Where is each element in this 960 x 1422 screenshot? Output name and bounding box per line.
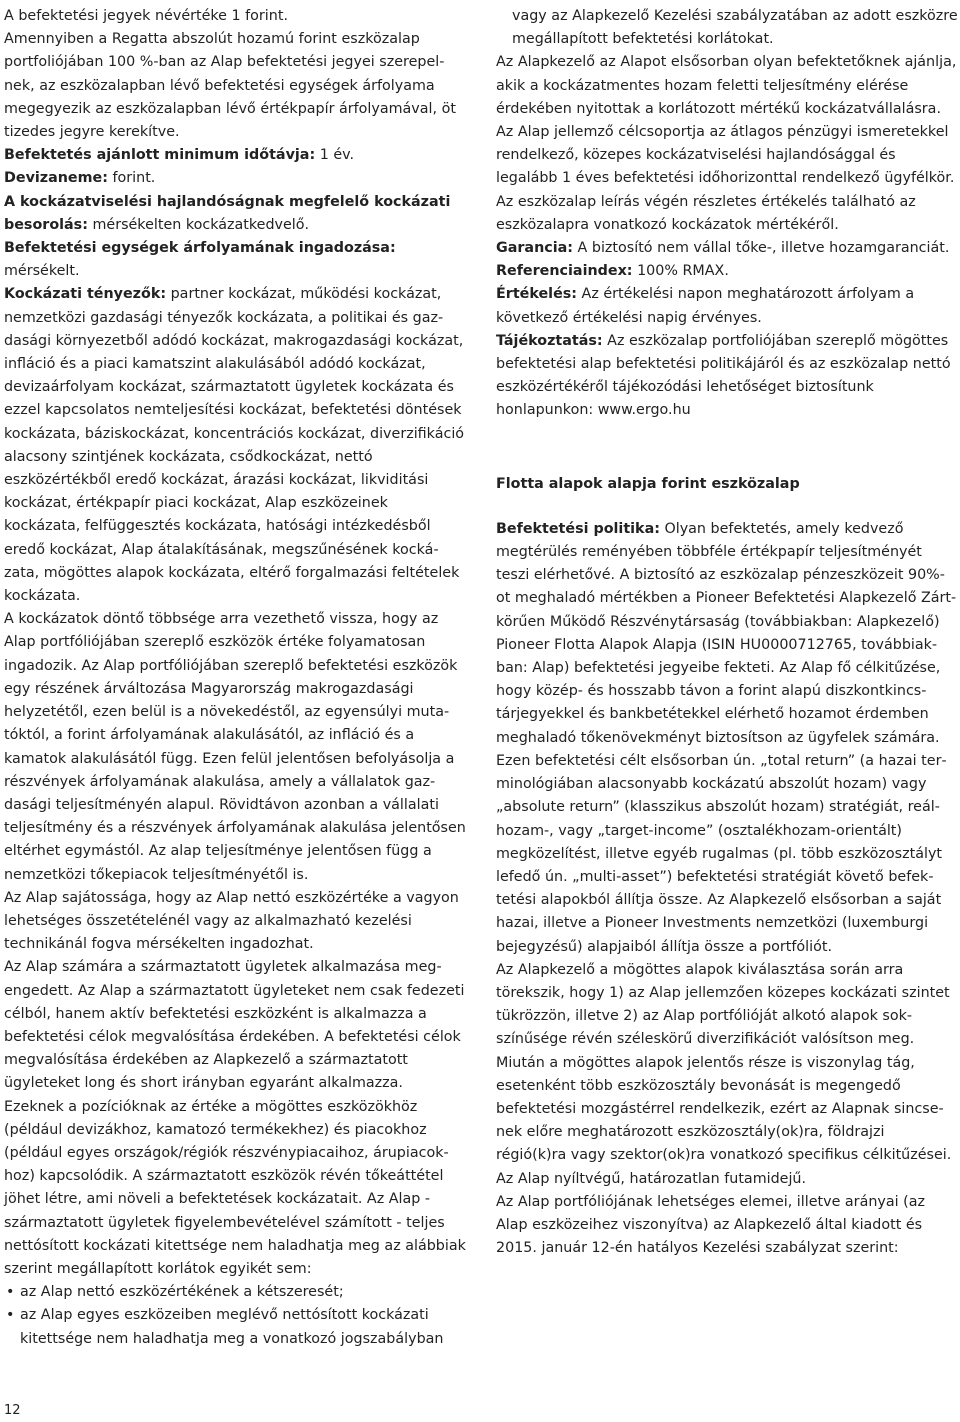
min-period-line (4, 144, 466, 167)
benchmark-line (496, 260, 958, 283)
continued-paragraph: vagy az Alapkezelő Kezelési szabályzatában az adott eszközre megállapított befektetési korlátokat. (512, 8, 958, 48)
paragraph: Az Alapkezelő az Alapot elsősorban olyan befektetőknek ajánlja, akik a kockázatmentes hozam feletti teljesítmény elérése érdekében nyitottak a korlátozott mértékű kockázatvállalásra. Az Alap jellemző célcsoportja az átlagos pénzügyi ismeretekkel rendelkező, közepes kockázatviselési hajlandósággal és legalább 1 éves befektetési időhorizonttal rendelkező ügyfélkör. (496, 54, 957, 187)
page-number: 12 (4, 1403, 21, 1418)
left-column (4, 5, 466, 1351)
paragraph: A befektetési jegyek névértéke 1 forint. (4, 8, 288, 24)
benchmark-label: Referenciaindex: (496, 263, 633, 280)
right-column (496, 5, 958, 1260)
list-item: • az Alap egyes eszközeiben meglévő nettósított kockázati kitettsége nem haladhatja meg a vonatkozó jogszabályban (4, 1304, 466, 1350)
guarantee-line (496, 237, 958, 260)
list-item: • az Alap nettó eszközértékének a kétszeresét; (4, 1281, 466, 1304)
currency-value: forint. (107, 170, 156, 187)
paragraph: Az Alap portfóliójának lehetséges elemei, illetve arányai (az Alap eszközeihez viszonyítva) az Alapkezelő által kiadott és 2015. január 12-én hatályos Kezelési szabályzat szerint: (496, 1193, 925, 1257)
volatility-label: Befektetési egységek árfolyamának ingadozása: (4, 240, 396, 257)
risk-class-line (4, 191, 466, 237)
paragraph: Az Alap sajátossága, hogy az Alap nettó eszközértéke a vagyon lehetséges összetételénél vagy az alkalmazható kezelési technikánál fogva mérsékelten ingadozhat. (4, 889, 459, 953)
policy-value: Olyan befektetés, amely kedvező megtérülés reményében többféle értékpapír teljesítményét teszi elérhetővé. A biztosító az eszközalap pénzeszközeit 90%-ot meghaladó mértékben a Pioneer Befektetési Alapkezelő Zártkörűen Működő Részvénytársaság (továbbiakban: Alapkezelő) Pioneer Flotta Alapok Alapja (ISIN HU0000712765, továbbiakban: Alap) befektetési jegyeibe fekteti. Az Alap fő célkitűzése, hogy közép- és hosszabb távon a forint alapú diszkontkincstárjegyekkel és bankbetétekkel elérhető hozamot érdemben meghaladó tőkenövekményt biztosítson az ügyfelek számára. Ezen befektetési célt elsősorban ún. „total return” (a hazai terminológiában alacsonyabb kockázatú abszolút hozam) vagy „absolute return” (klasszikus abszolút hozam) stratégiát, reálhozam-, vagy „target-income” (osztalékhozam-orientált) megközelítést, illetve egyéb rugalmas (pl. több eszközosztályt lefedő ún. „multi-asset”) befektetési stratégiát követő befektetési alapokból állítja össze. Az Alapkezelő elsősorban a saját hazai, illetve a Pioneer Investments nemzetközi (luxemburgi bejegyzésű) alapjaiból állítja össze a portfóliót. (496, 520, 957, 955)
policy-label: Befektetési politika: (496, 520, 660, 537)
guarantee-value: A biztosító nem vállal tőke-, illetve hozamgaranciát. (573, 240, 950, 257)
valuation-value: Az értékelési napon meghatározott árfolyam a következő értékelési napig érvényes. (496, 286, 915, 326)
benchmark-value: 100% RMAX. (632, 263, 729, 280)
risk-class-value: mérsékelten kockázatkedvelő. (87, 216, 310, 233)
paragraph: Az Alap nyíltvégű, határozatlan futamidejű. (496, 1170, 807, 1187)
paragraph: Amennyiben a Regatta abszolút hozamú forint eszközalap portfoliójában 100 %-ban az Alap befektetési jegyei szerepelnek, az eszközalapban lévő befektetési egységek árfolyama megegyezik az eszközalapban lévő értékpapír árfolyamával, öt tizedes jegyre kerekítve. (4, 31, 456, 141)
risk-class-label: A kockázatviselési hajlandóságnak megfelelő kockázati besorolás: (4, 193, 451, 233)
risk-factors-label: Kockázati tényezők: (4, 286, 167, 303)
policy-line (496, 518, 958, 959)
min-period-label: Befektetés ajánlott minimum időtávja: (4, 147, 316, 164)
currency-label: Devizaneme: (4, 170, 108, 187)
info-value: Az eszközalap portfoliójában szereplő mögöttes befektetési alap befektetési politikájáról és az eszközalap nettó eszközértékéről tájékozódási lehetőséget biztosítunk honlapunkon: www.ergo.hu (496, 332, 951, 419)
currency-line (4, 167, 466, 190)
bullet-list (4, 1281, 466, 1351)
volatility-value: mérsékelt. (4, 263, 80, 280)
paragraph: Az Alapkezelő a mögöttes alapok kiválasztása során arra törekszik, hogy 1) az Alap jellemzően közepes kockázati szintet tükrözzön, illetve 2) az Alap portfólióját alkotó alapok sokszínűsége révén széleskörű diverzifikációt valósítson meg. Miután a mögöttes alapok jelentős része is viszonylag tág, esetenként több eszközosztály bevonását is megengedő befektetési mozgástérrel rendelkezik, ezért az Alapnak sincsenek előre meghatározott eszközosztály(ok)ra, földrajzi régió(k)ra vagy szektor(ok)ra vonatkozó specifikus célkitűzései. (496, 961, 952, 1164)
guarantee-label: Garancia: (496, 240, 573, 257)
valuation-label: Értékelés: (496, 286, 577, 303)
risk-factors-value: partner kockázat, működési kockázat, nemzetközi gazdasági tényezők kockázata, a politikai és gazdasági környezetből adódó kockázat, makrogazdasági kockázat, infláció és a piaci kamatszint alakulásából adódó kockázat, devizaárfolyam kockázat, származtatott ügyletek kockázata és ezzel kapcsolatos nemteljesítési kockázat, befektetési döntések kockázata, báziskockázat, koncentrációs kockázat, diverzifikáció alacsony szintjének kockázata, csődkockázat, nettó eszközértékből eredő kockázat, árazási kockázat, likviditási kockázat, értékpapír piaci kockázat, Alap eszközeinek kockázata, felfüggesztés kockázata, hatósági intézkedésből eredő kockázat, Alap átalakításának, megszűnésének kockázata, mögöttes alapok kockázata, eltérő forgalmazási feltételek kockázata. (4, 286, 465, 605)
risk-factors-line (4, 283, 466, 608)
info-line (496, 330, 958, 423)
section-heading: Flotta alapok alapja forint eszközalap (496, 475, 800, 492)
paragraph: Az eszközalap leírás végén részletes értékelés található az eszközalapra vonatkozó kockázatok mértékéről. (496, 193, 916, 233)
volatility-line (4, 237, 466, 283)
paragraph: Az Alap számára a származtatott ügyletek alkalmazása megengedett. Az Alap a származtatott ügyleteket nem csak fedezeti célból, hanem aktív befektetési eszközként is alkalmazza a befektetési célok megvalósítása érdekében. A befektetési célok megvalósítása érdekében az Alapkezelő a származtatott ügyleteket long és short irányban egyaránt alkalmazza. Ezeknek a pozícióknak az értéke a mögöttes eszközökhöz (például devizákhoz, kamatozó termékekhez) és piacokhoz (például egyes országok/régiók részvénypiacaihoz, árupiacokhoz) kapcsolódik. A származtatott eszközök révén tőkeáttétel jöhet létre, ami növeli a befektetések kockázatait. Az Alap - származtatott ügyletek figyelembevételével számított - teljes nettósított kockázati kitettsége nem haladhatja meg az alábbiak szerint megállapított korlátok egyikét sem: (4, 959, 466, 1277)
paragraph: A kockázatok döntő többsége arra vezethető vissza, hogy az Alap portfóliójában szereplő eszközök értéke folyamatosan ingadozik. Az Alap portfóliójában szereplő befektetési eszközök egy részének árváltozása Magyarország makrogazdasági helyzetétől, ezen belül is a növekedéstől, az egyensúlyi mutatóktól, a forint árfolyamának alakulásától, az infláció és a kamatok alakulásától függ. Ezen felül jelentősen befolyásolja a részvények árfolyamának alakulása, amely a vállalatok gazdasági teljesítményén alapul. Rövidtávon azonban a vállalati teljesítmény és a részvények árfolyamának alakulása jelentősen eltérhet egymástól. Az alap teljesítménye jelentősen függ a nemzetközi tőkepiacok teljesítményétől is. (4, 611, 466, 883)
min-period-value: 1 év. (315, 147, 355, 164)
info-label: Tájékoztatás: (496, 332, 603, 349)
valuation-line (496, 283, 958, 329)
